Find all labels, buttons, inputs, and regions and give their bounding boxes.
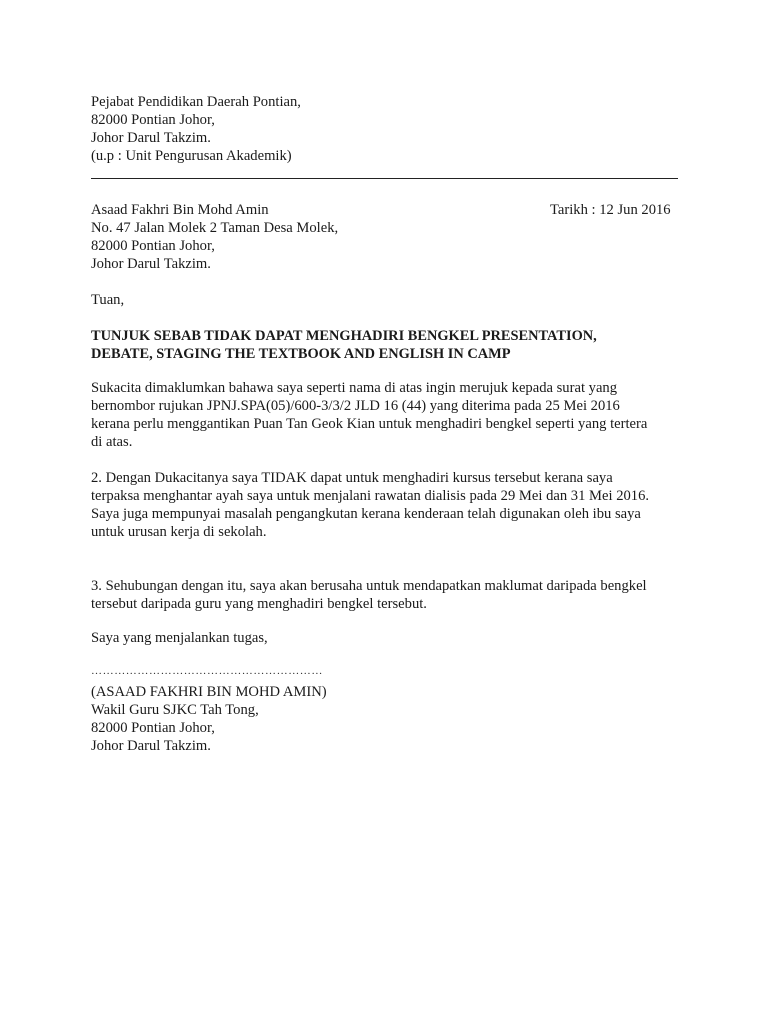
letter-date: Tarikh : 12 Jun 2016 bbox=[550, 202, 671, 218]
sender-address-2: 82000 Pontian Johor, bbox=[91, 238, 215, 254]
salutation: Tuan, bbox=[91, 292, 125, 308]
signatory-address-1: 82000 Pontian Johor, bbox=[91, 720, 215, 736]
paragraph-3-line-1: 3. Sehubungan dengan itu, saya akan berusaha untuk mendapatkan maklumat daripada bengkel bbox=[91, 578, 647, 594]
signatory-name: (ASAAD FAKHRI BIN MOHD AMIN) bbox=[91, 684, 327, 700]
subject-line-2: DEBATE, STAGING THE TEXTBOOK AND ENGLISH IN CAMP bbox=[91, 346, 511, 362]
signatory-address-2: Johor Darul Takzim. bbox=[91, 738, 211, 754]
sender-name: Asaad Fakhri Bin Mohd Amin bbox=[91, 202, 269, 218]
closing-line: Saya yang menjalankan tugas, bbox=[91, 630, 268, 646]
paragraph-2-line-2: terpaksa menghantar ayah saya untuk menjalani rawatan dialisis pada 29 Mei dan 31 Mei 2016. bbox=[91, 488, 650, 504]
paragraph-1-line-4: di atas. bbox=[91, 434, 133, 450]
recipient-line-3: Johor Darul Takzim. bbox=[91, 130, 211, 146]
recipient-line-4: (u.p : Unit Pengurusan Akademik) bbox=[91, 148, 292, 164]
paragraph-1-line-1: Sukacita dimaklumkan bahawa saya seperti nama di atas ingin merujuk kepada surat yang bbox=[91, 380, 618, 396]
recipient-line-1: Pejabat Pendidikan Daerah Pontian, bbox=[91, 94, 301, 110]
paragraph-1-line-3: kerana perlu menggantikan Puan Tan Geok Kian untuk menghadiri bengkel seperti yang tertera bbox=[91, 416, 648, 432]
sender-address-3: Johor Darul Takzim. bbox=[91, 256, 211, 272]
paragraph-2-line-3: Saya juga mempunyai masalah pengangkutan kerana kenderaan telah digunakan oleh ibu saya bbox=[91, 506, 641, 522]
paragraph-2-line-1: 2. Dengan Dukacitanya saya TIDAK dapat untuk menghadiri kursus tersebut kerana saya bbox=[91, 470, 613, 486]
sender-address-1: No. 47 Jalan Molek 2 Taman Desa Molek, bbox=[91, 220, 339, 236]
paragraph-2-line-4: untuk urusan kerja di sekolah. bbox=[91, 524, 267, 540]
signatory-title: Wakil Guru SJKC Tah Tong, bbox=[91, 702, 259, 718]
recipient-line-2: 82000 Pontian Johor, bbox=[91, 112, 215, 128]
paragraph-1-line-2: bernombor rujukan JPNJ.SPA(05)/600-3/3/2 JLD 16 (44) yang diterima pada 25 Mei 2016 bbox=[91, 398, 620, 414]
signature-dotted-line: …………………………………………………… bbox=[91, 665, 323, 677]
subject-line-1: TUNJUK SEBAB TIDAK DAPAT MENGHADIRI BENGKEL PRESENTATION, bbox=[91, 328, 597, 344]
divider-line bbox=[91, 178, 678, 179]
paragraph-3-line-2: tersebut daripada guru yang menghadiri bengkel tersebut. bbox=[91, 596, 427, 612]
